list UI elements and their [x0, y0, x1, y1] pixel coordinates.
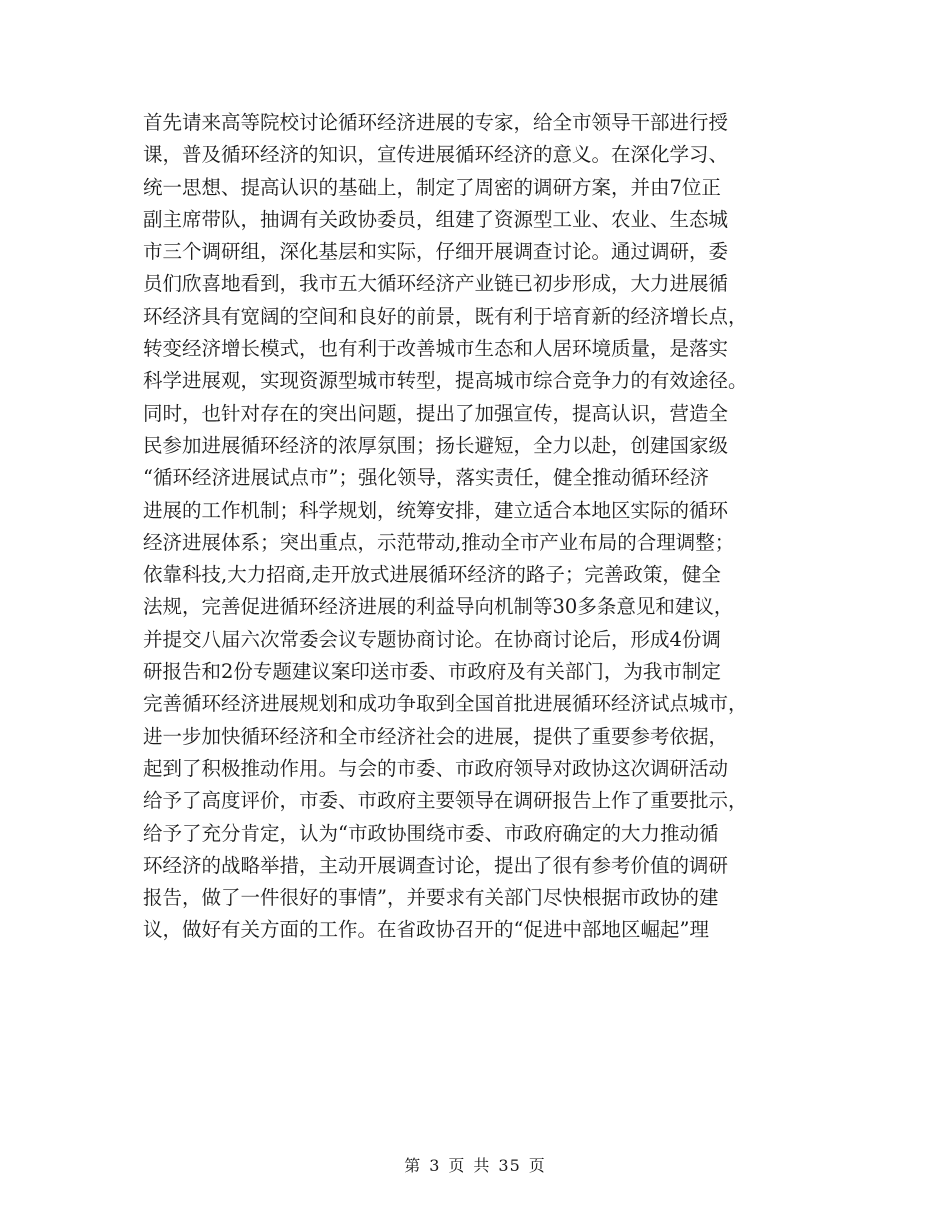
body-paragraph [143, 107, 813, 947]
text-line: 市三个调研组，深化基层和实际，仔细开展调查讨论。通过调研，委 [143, 240, 729, 264]
text-line: 科学进展观，实现资源型城市转型，提高城市综合竞争力的有效途径。 [143, 369, 748, 393]
text-line: 议，做好有关方面的工作。在省政协召开的“促进中部地区崛起”理 [143, 918, 709, 942]
text-line: 课，普及循环经济的知识，宣传进展循环经济的意义。在深化学习、 [143, 143, 729, 167]
text-line: 给予了高度评价，市委、市政府主要领导在调研报告上作了重要批示， [143, 789, 748, 813]
text-line: 环经济的战略举措，主动开展调查讨论，提出了很有参考价值的调研 [143, 853, 729, 877]
text-line: 员们欣喜地看到，我市五大循环经济产业链已初步形成，大力进展循 [143, 272, 729, 296]
text-line: 给予了充分肯定，认为“市政协围绕市委、市政府确定的大力推动循 [143, 821, 719, 845]
text-line: 民参加进展循环经济的浓厚氛围；扬长避短，全力以赴，创建国家级 [143, 433, 729, 457]
footer-label-ye2: 页 [528, 1156, 546, 1175]
text-line: 研报告和2份专题建议案印送市委、市政府及有关部门，为我市制定 [143, 660, 721, 684]
text-line: 完善循环经济进展规划和成功争取到全国首批进展循环经济试点城市， [143, 692, 748, 716]
text-line: 统一思想、提高认识的基础上，制定了周密的调研方案，并由7位正 [143, 175, 721, 199]
text-line: 并提交八届六次常委会议专题协商讨论。在协商讨论后，形成4份调 [143, 627, 721, 651]
text-line: 转变经济增长模式，也有利于改善城市生态和人居环境质量，是落实 [143, 337, 729, 361]
footer-label-di: 第 [404, 1156, 422, 1175]
text-line: 环经济具有宽阔的空间和良好的前景，既有利于培育新的经济增长点， [143, 304, 748, 328]
footer-label-gong: 共 [473, 1156, 491, 1175]
footer-total-pages: 35 [498, 1156, 521, 1175]
text-line: 起到了积极推动作用。与会的市委、市政府领导对政协这次调研活动 [143, 756, 729, 780]
page-footer [0, 1153, 950, 1176]
text-line: 进展的工作机制；科学规划，统筹安排，建立适合本地区实际的循环 [143, 498, 729, 522]
text-line: 法规，完善促进循环经济进展的利益导向机制等30多条意见和建议， [143, 595, 734, 619]
text-line: 报告，做了一件很好的事情”，并要求有关部门尽快根据市政协的建 [143, 886, 719, 910]
text-line: 经济进展体系；突出重点，示范带动,推动全市产业布局的合理调整； [143, 530, 735, 554]
text-line: 首先请来高等院校讨论循环经济进展的专家，给全市领导干部进行授 [143, 111, 729, 134]
text-line: “循环经济进展试点市”；强化领导，落实责任，健全推动循环经济 [143, 466, 709, 490]
footer-current-page: 3 [429, 1156, 441, 1175]
text-line: 同时，也针对存在的突出问题，提出了加强宣传，提高认识，营造全 [143, 401, 729, 425]
text-line: 副主席带队，抽调有关政协委员，组建了资源型工业、农业、生态城 [143, 207, 729, 231]
footer-label-ye: 页 [448, 1156, 466, 1175]
text-line: 进一步加快循环经济和全市经济社会的进展，提供了重要参考依据， [143, 724, 729, 748]
text-line: 依靠科技,大力招商,走开放式进展循环经济的路子；完善政策，健全 [143, 563, 721, 587]
